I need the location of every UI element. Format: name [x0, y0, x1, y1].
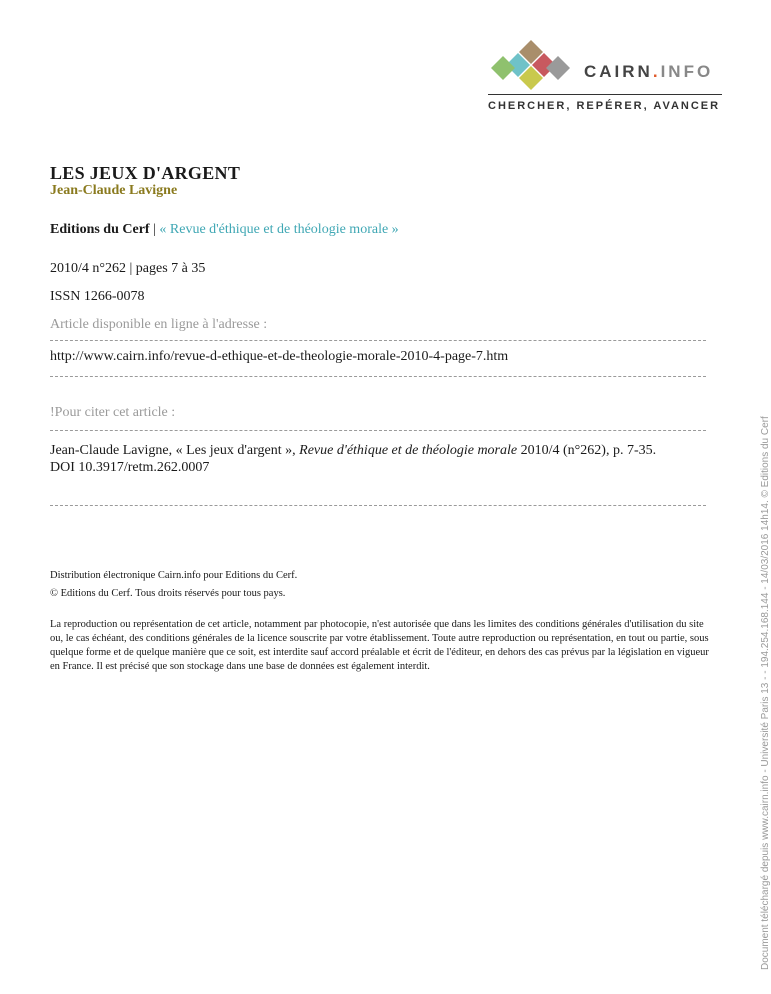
article-title: LES JEUX D'ARGENT: [50, 163, 241, 183]
issue-pages: 2010/4 n°262 | pages 7 à 35: [50, 261, 206, 276]
divider: [50, 376, 706, 377]
divider: [50, 430, 706, 431]
divider: [50, 340, 706, 341]
cairn-logo-mark: [488, 40, 578, 90]
citation-prefix: Jean-Claude Lavigne, « Les jeux d'argent »,: [50, 443, 300, 458]
logo-wordmark: [584, 62, 713, 82]
logo-dot: .: [652, 62, 661, 81]
article-url[interactable]: http://www.cairn.info/revue-d-ethique-et-de-theologie-morale-2010-4-page-7.htm: [50, 349, 509, 364]
distribution-note: Distribution électronique Cairn.info pour Editions du Cerf.: [50, 570, 298, 581]
article-author[interactable]: Jean-Claude Lavigne: [50, 183, 178, 198]
logo-brand: CAIRN: [584, 62, 653, 81]
legal-notice: La reproduction ou représentation de cet article, notamment par photocopie, n'est autorisée que dans les limites des conditions générales d'utilisation du site ou, le cas échéant, des conditions générales de la licence souscrite par votre établissement. Toute autre reproduction ou représentation, en tout ou partie, sous quelque forme et de quelque manière que ce soit, est interdite sauf accord préalable et écrit de l'éditeur, en dehors des cas prévus par la législation en vigueur en France. Il est précisé que son stockage dans une base de données est également interdit.: [50, 619, 709, 672]
citation-journal: Revue d'éthique et de théologie morale: [299, 443, 518, 458]
logo-tagline: CHERCHER, REPÉRER, AVANCER: [488, 100, 721, 112]
cite-label: !Pour citer cet article :: [50, 405, 176, 420]
issn: ISSN 1266-0078: [50, 289, 145, 304]
journal-link[interactable]: « Revue d'éthique et de théologie morale »: [159, 222, 399, 237]
logo-suffix: INFO: [660, 62, 714, 81]
logo-divider: [488, 94, 722, 95]
publisher-separator: |: [149, 222, 160, 237]
logo-diamond-far-left: [491, 56, 515, 80]
citation-suffix: 2010/4 (n°262), p. 7-35.: [517, 443, 657, 458]
cairn-logo: [488, 40, 724, 118]
publisher-name[interactable]: Editions du Cerf: [50, 222, 150, 237]
publisher-line: [50, 222, 399, 238]
copyright-note: © Editions du Cerf. Tous droits réservés pour tous pays.: [50, 588, 286, 599]
online-label: Article disponible en ligne à l'adresse :: [50, 317, 268, 332]
divider: [50, 505, 706, 506]
citation-text: [50, 442, 710, 476]
download-watermark: Document téléchargé depuis www.cairn.info - Université Paris 13 - - 194.254.168.144 - 14/03/2016 14h14. © Editions du Cerf: [760, 416, 771, 970]
citation-doi[interactable]: DOI 10.3917/retm.262.0007: [50, 460, 210, 475]
